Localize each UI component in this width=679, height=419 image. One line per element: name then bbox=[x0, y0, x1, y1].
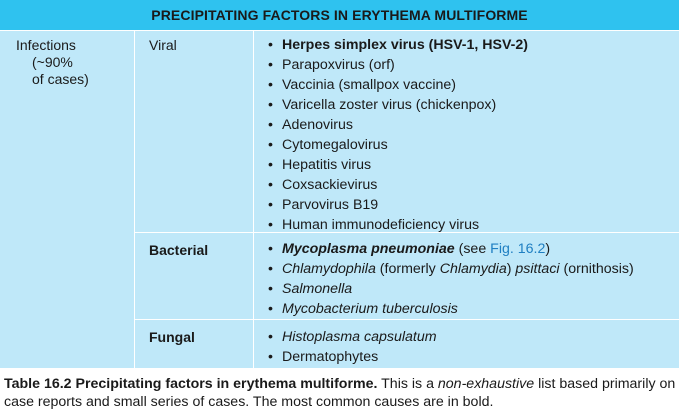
group-label-fungal: Fungal bbox=[149, 329, 195, 345]
list-item: • Chlamydophila (formerly Chlamydia) psittaci (ornithosis) bbox=[268, 261, 634, 277]
table-title: PRECIPITATING FACTORS IN ERYTHEMA MULTIFORME bbox=[151, 7, 528, 23]
list-item: • Herpes simplex virus (HSV-1, HSV-2) bbox=[268, 37, 529, 53]
table-caption: Table 16.2 Precipitating factors in erythema multiforme. This is a non-exhaustive list based primarily on case reports and small series of cases. The most common causes are in bold. bbox=[4, 376, 676, 410]
group-label-viral: Viral bbox=[149, 37, 177, 53]
list-item: • Parvovirus B19 bbox=[268, 197, 379, 213]
category-infections bbox=[16, 37, 89, 88]
list-item: • Human immunodeficiency virus bbox=[268, 217, 480, 233]
list-item: • Hepatitis virus bbox=[268, 157, 372, 173]
caption-title: Table 16.2 Precipitating factors in erythema multiforme. bbox=[4, 376, 378, 392]
list-item: • Cytomegalovirus bbox=[268, 137, 388, 153]
row-divider bbox=[135, 319, 679, 320]
column-divider bbox=[134, 31, 135, 368]
group-label-bacterial: Bacterial bbox=[149, 242, 209, 258]
list-item: • Dermatophytes bbox=[268, 349, 379, 365]
figure-link[interactable]: Fig. 16.2 bbox=[490, 241, 546, 257]
fungal-list bbox=[268, 327, 437, 367]
viral-list bbox=[268, 35, 528, 235]
category-percent-note: of cases) bbox=[32, 71, 89, 87]
list-item: • Histoplasma capsulatum bbox=[268, 329, 437, 345]
list-item: • Parapoxvirus (orf) bbox=[268, 57, 395, 73]
list-item: • Vaccinia (smallpox vaccine) bbox=[268, 77, 456, 93]
category-label: Infections bbox=[16, 37, 76, 53]
category-percent: (~90% bbox=[32, 54, 73, 70]
list-item: • Mycobacterium tuberculosis bbox=[268, 301, 458, 317]
bacterial-list bbox=[268, 239, 634, 319]
factors-table bbox=[0, 31, 679, 368]
column-divider bbox=[253, 31, 254, 368]
list-item: • Adenovirus bbox=[268, 117, 353, 133]
list-item: • Coxsackievirus bbox=[268, 177, 378, 193]
list-item: • Mycoplasma pneumoniae (see Fig. 16.2) bbox=[268, 241, 551, 257]
list-item: • Salmonella bbox=[268, 281, 353, 297]
table-header bbox=[0, 0, 679, 30]
list-item: • Varicella zoster virus (chickenpox) bbox=[268, 97, 497, 113]
